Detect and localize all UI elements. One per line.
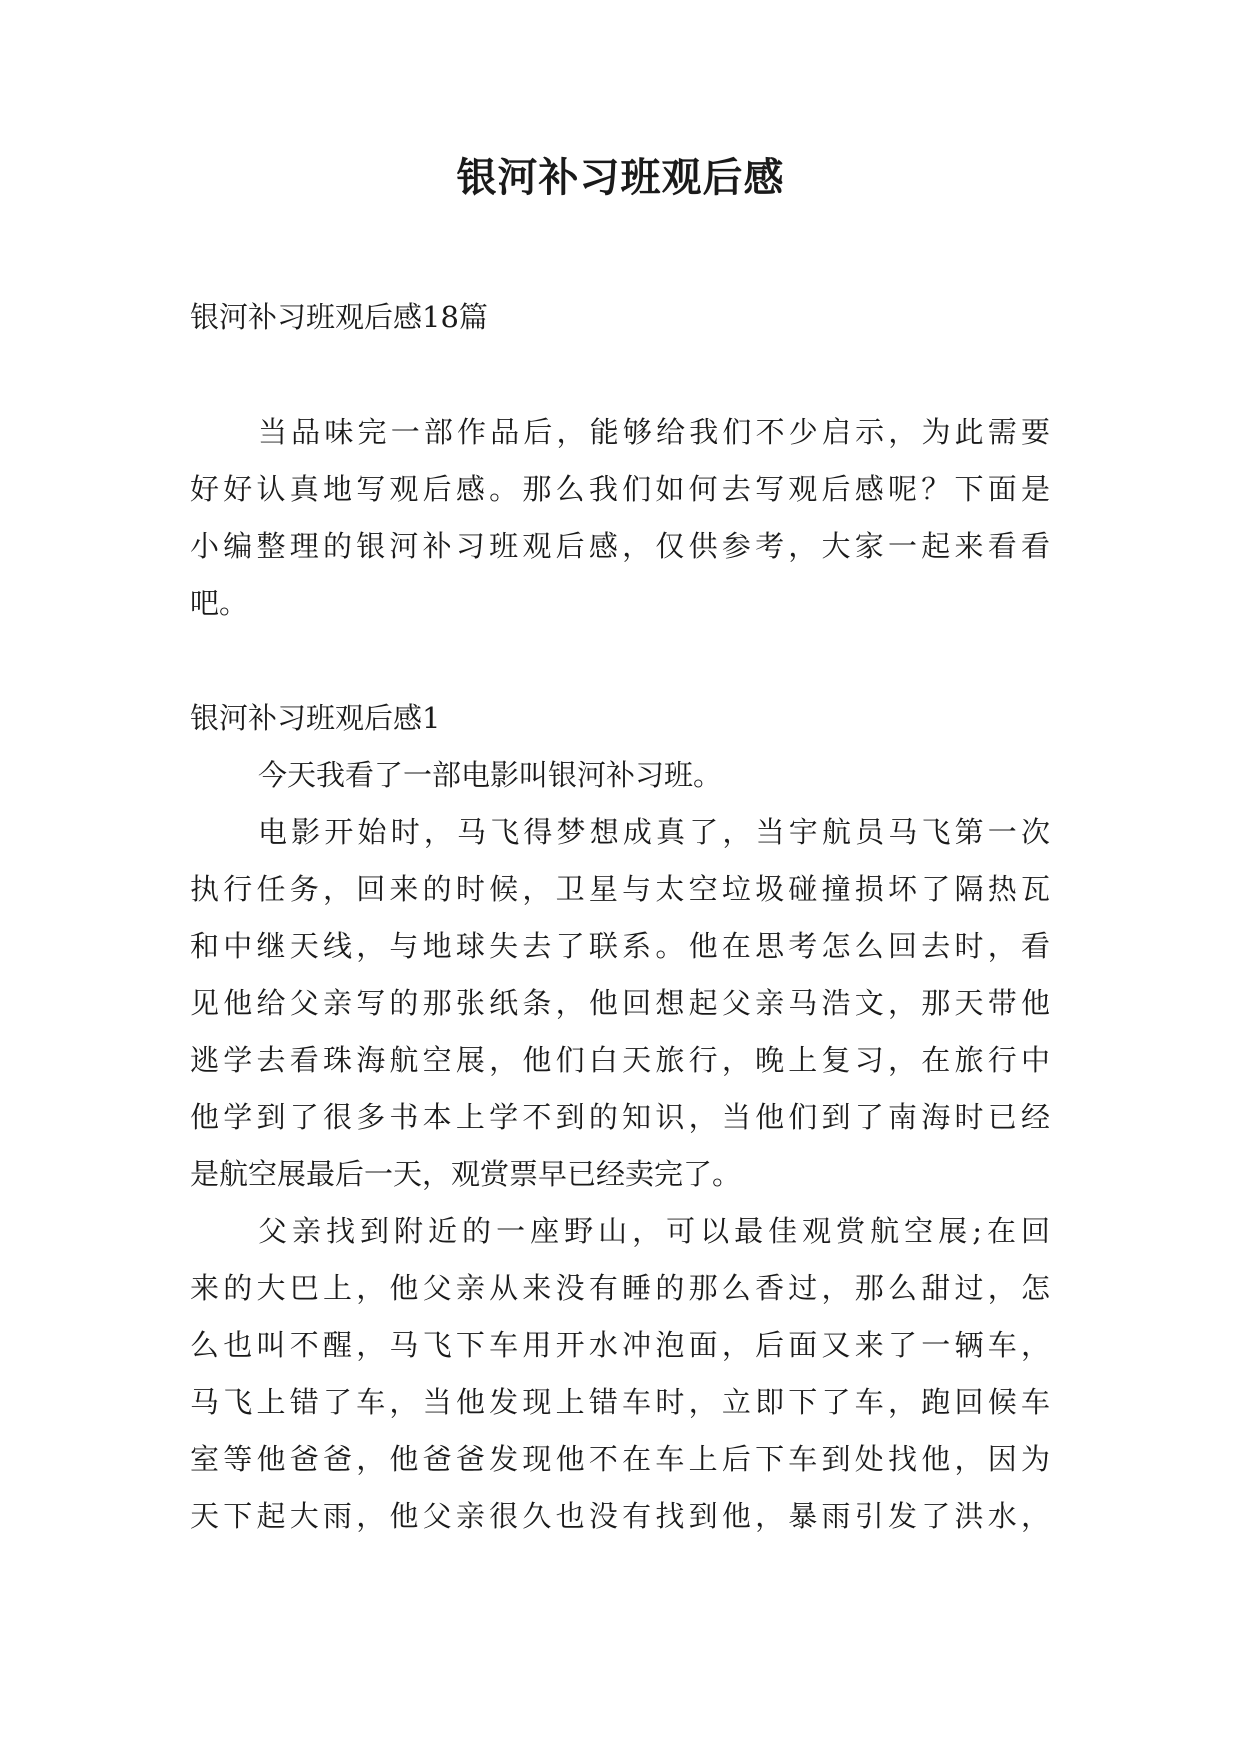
body-line: 电影开始时，马飞得梦想成真了，当宇航员马飞第一次 bbox=[258, 815, 1050, 849]
intro-line: 小编整理的银河补习班观后感，仅供参考，大家一起来看看 bbox=[190, 529, 1050, 563]
body-line: 今天我看了一部电影叫银河补习班。 bbox=[258, 758, 723, 792]
body-line: 么也叫不醒，马飞下车用开水冲泡面，后面又来了一辆车， bbox=[190, 1328, 1050, 1362]
body-line: 执行任务，回来的时候，卫星与太空垃圾碰撞损坏了隔热瓦 bbox=[190, 872, 1050, 906]
body-line: 来的大巴上，他父亲从来没有睡的那么香过，那么甜过，怎 bbox=[190, 1271, 1050, 1305]
document-subtitle: 银河补习班观后感18篇 bbox=[190, 300, 488, 334]
body-line: 室等他爸爸，他爸爸发现他不在车上后下车到处找他，因为 bbox=[190, 1442, 1050, 1476]
body-line: 他学到了很多书本上学不到的知识，当他们到了南海时已经 bbox=[190, 1100, 1050, 1134]
body-line: 逃学去看珠海航空展，他们白天旅行，晚上复习，在旅行中 bbox=[190, 1043, 1050, 1077]
section-heading: 银河补习班观后感1 bbox=[190, 701, 441, 735]
body-line: 见他给父亲写的那张纸条，他回想起父亲马浩文，那天带他 bbox=[190, 986, 1050, 1020]
body-line: 和中继天线，与地球失去了联系。他在思考怎么回去时，看 bbox=[190, 929, 1050, 963]
intro-line: 当品味完一部作品后，能够给我们不少启示，为此需要 bbox=[258, 415, 1050, 449]
body-line: 天下起大雨，他父亲很久也没有找到他，暴雨引发了洪水， bbox=[190, 1499, 1050, 1533]
intro-line: 好好认真地写观后感。那么我们如何去写观后感呢？下面是 bbox=[190, 472, 1050, 506]
document-title: 银河补习班观后感 bbox=[456, 154, 785, 201]
body-line: 马飞上错了车，当他发现上错车时，立即下了车，跑回候车 bbox=[190, 1385, 1050, 1419]
intro-line: 吧。 bbox=[190, 586, 249, 620]
body-line: 父亲找到附近的一座野山，可以最佳观赏航空展;在回 bbox=[258, 1214, 1050, 1248]
body-line: 是航空展最后一天，观赏票早已经卖完了。 bbox=[190, 1157, 742, 1191]
